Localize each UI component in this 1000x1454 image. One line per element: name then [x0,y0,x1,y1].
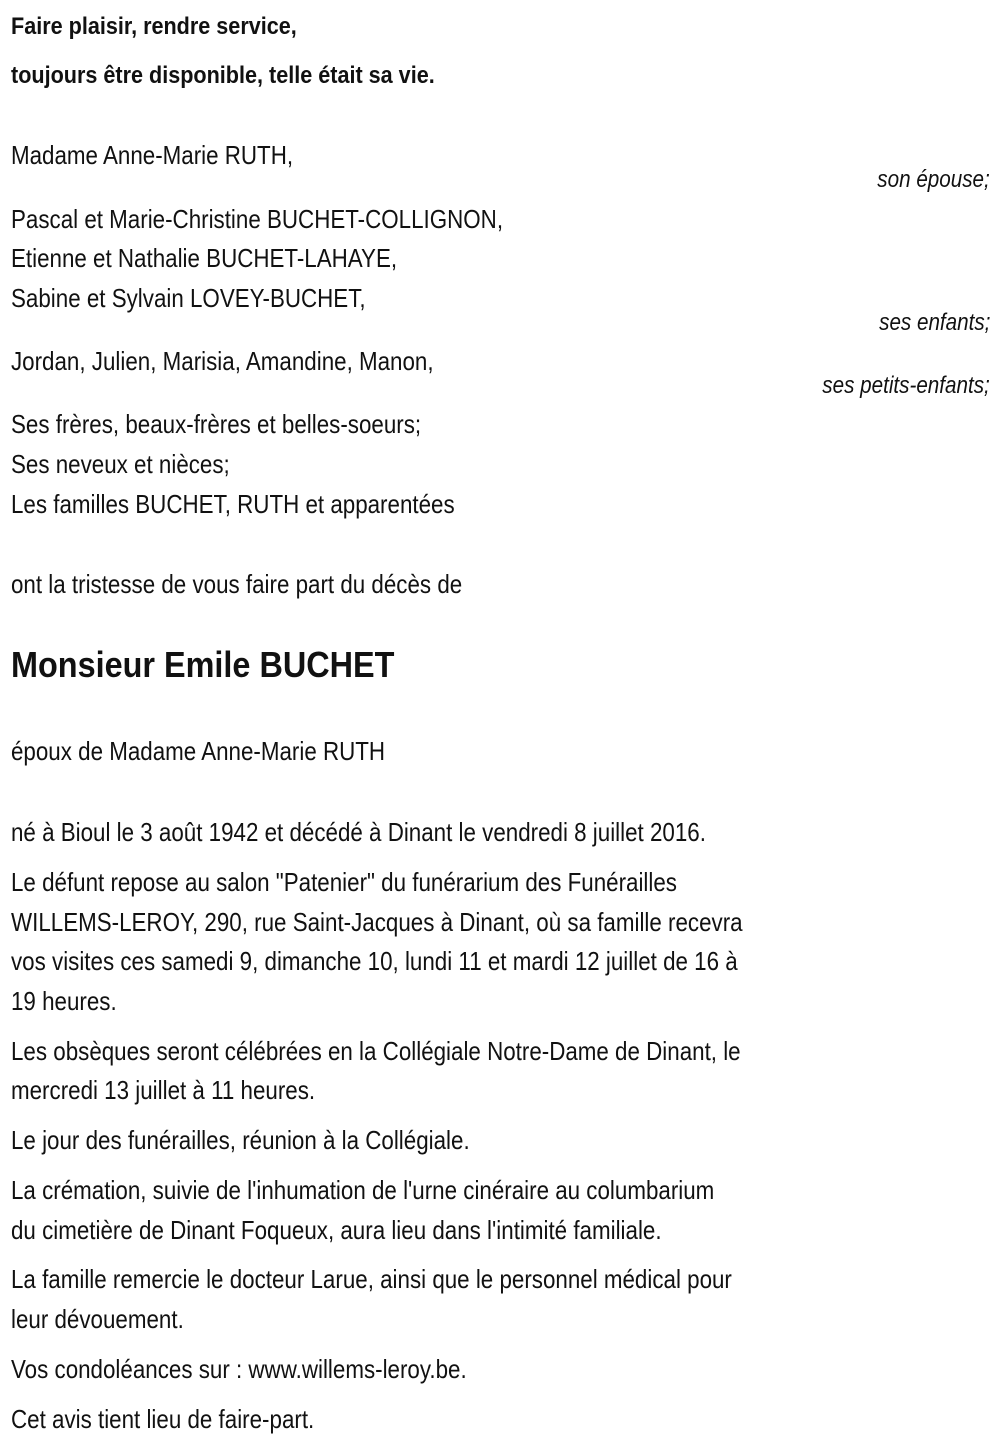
condolences-link[interactable]: www.willems-leroy.be [248,1354,461,1384]
announcement-text: ont la tristesse de vous faire part du décès de [11,569,463,599]
detail-line: WILLEMS-LEROY, 290, rue Saint-Jacques à Dinant, où sa famille recevra [11,907,743,937]
other-family-line: Les familles BUCHET, RUTH et apparentées [11,489,455,519]
motto-line-1: Faire plaisir, rendre service, [11,13,297,40]
condolences-prefix: Vos condoléances sur : [11,1354,249,1384]
deceased-relation: époux de Madame Anne-Marie RUTH [11,736,386,766]
detail-line: La famille remercie le docteur Larue, ainsi que le personnel médical pour [11,1264,732,1294]
spouse-role: son épouse; [877,166,990,193]
grandchildren-role: ses petits-enfants; [822,372,990,399]
condolences-line [11,1354,467,1384]
detail-line: leur dévouement. [11,1304,184,1334]
detail-line: 19 heures. [11,986,117,1016]
detail-line: vos visites ces samedi 9, dimanche 10, lundi 11 et mardi 12 juillet de 16 à [11,946,738,976]
grandchildren-names: Jordan, Julien, Marisia, Amandine, Manon, [11,346,434,376]
spouse-name: Madame Anne-Marie RUTH, [11,140,294,170]
condolences-suffix: . [460,1354,467,1384]
motto-line-2: toujours être disponible, telle était sa vie. [11,62,435,89]
detail-line: Le défunt repose au salon "Patenier" du funérarium des Funérailles [11,867,677,897]
child-line: Etienne et Nathalie BUCHET-LAHAYE, [11,243,398,273]
detail-line: né à Bioul le 3 août 1942 et décédé à Dinant le vendredi 8 juillet 2016. [11,817,706,847]
detail-line: Le jour des funérailles, réunion à la Collégiale. [11,1125,470,1155]
detail-line: Les obsèques seront célébrées en la Collégiale Notre-Dame de Dinant, le [11,1036,741,1066]
closing-text: Cet avis tient lieu de faire-part. [11,1404,315,1434]
child-line: Sabine et Sylvain LOVEY-BUCHET, [11,283,366,313]
children-role: ses enfants; [878,309,990,336]
child-line: Pascal et Marie-Christine BUCHET-COLLIGNON, [11,204,504,234]
deceased-name: Monsieur Emile BUCHET [11,644,395,685]
other-family-line: Ses neveux et nièces; [11,449,230,479]
other-family-line: Ses frères, beaux-frères et belles-soeurs; [11,409,422,439]
detail-line: La crémation, suivie de l'inhumation de l'urne cinéraire au columbarium [11,1175,715,1205]
detail-line: mercredi 13 juillet à 11 heures. [11,1075,316,1105]
detail-line: du cimetière de Dinant Foqueux, aura lieu dans l'intimité familiale. [11,1215,662,1245]
